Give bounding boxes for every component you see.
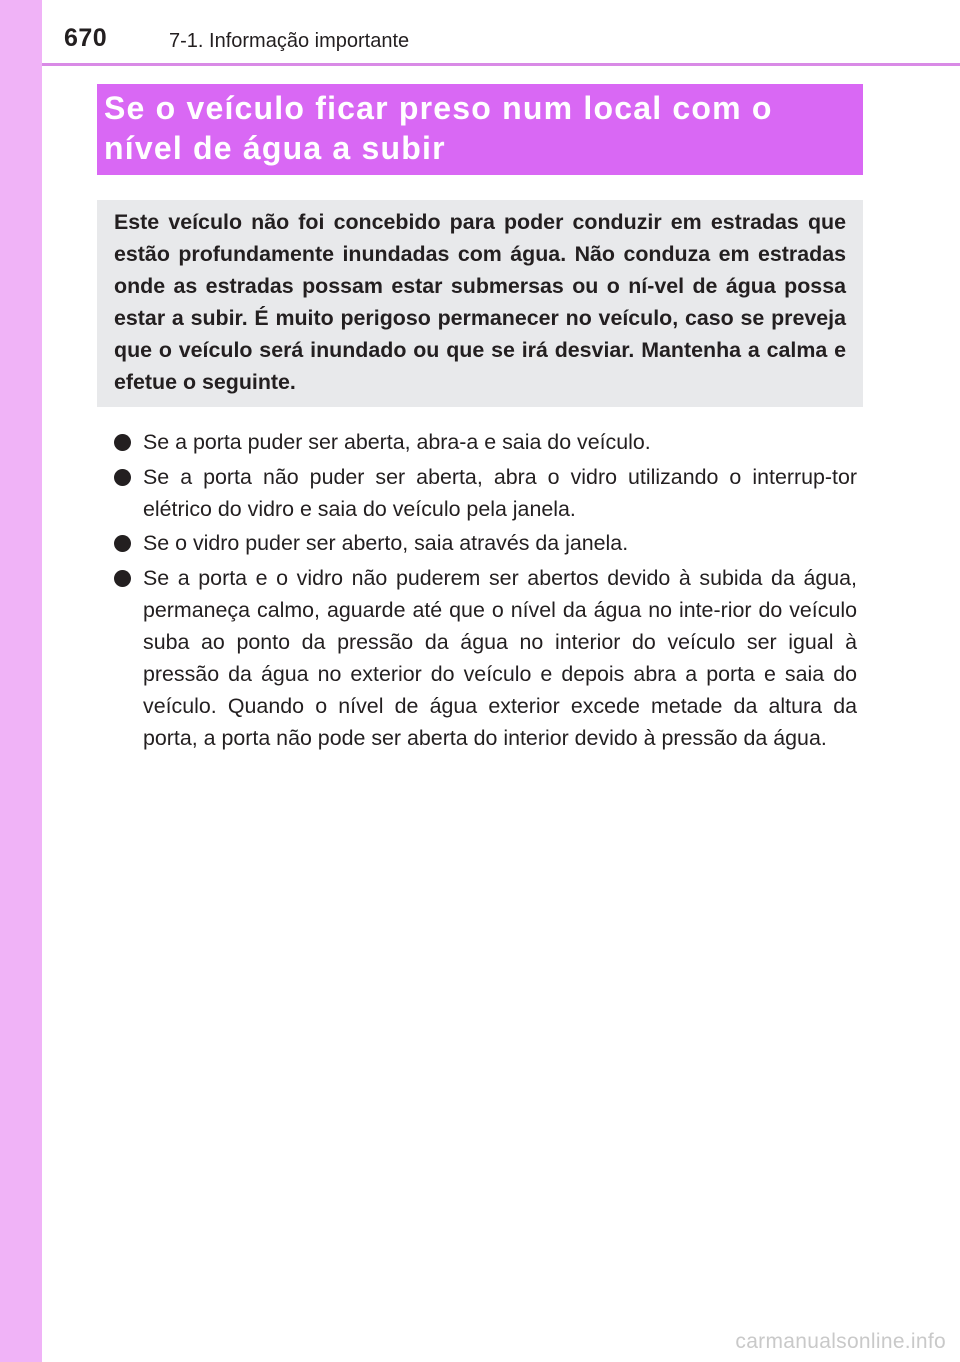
bullet-dot-icon — [114, 535, 131, 552]
watermark-link[interactable]: carmanualsonline.info — [735, 1330, 946, 1353]
section-title-line-1: Se o veículo ficar preso num local com o — [104, 90, 773, 126]
list-item — [113, 426, 857, 458]
bullet-dot-icon — [114, 570, 131, 587]
list-item — [113, 527, 857, 559]
page-number: 670 — [64, 24, 108, 52]
header-rule — [42, 63, 960, 66]
section-title-box — [97, 84, 863, 175]
instruction-list — [113, 426, 857, 756]
section-title-line-2: nível de água a subir — [104, 130, 446, 166]
side-color-strip — [0, 0, 42, 1362]
section-label: 7-1. Informação importante — [169, 30, 410, 52]
list-item-text: Se o vidro puder ser aberto, saia através da janela. — [143, 531, 629, 555]
bullet-dot-icon — [114, 469, 131, 486]
notice-box — [97, 200, 863, 407]
list-item-text: Se a porta não puder ser aberta, abra o vidro utilizando o interrup-tor elétrico do vidro e saia do veículo pela janela. — [143, 464, 857, 521]
list-item-text: Se a porta puder ser aberta, abra-a e saia do veículo. — [143, 430, 651, 454]
list-item — [113, 562, 857, 754]
list-item — [113, 461, 857, 525]
notice-text: Este veículo não foi concebido para poder conduzir em estradas que estão profundamente inundadas com água. Não conduza em estradas onde as estradas possam estar submersas ou o ní-vel de água possa estar a subir. É muito perigoso permanecer no veículo, caso se preveja que o veículo será inundado ou que se irá desviar. Mantenha a calma e efetue o seguinte. — [114, 210, 846, 394]
bullet-dot-icon — [114, 434, 131, 451]
list-item-text: Se a porta e o vidro não puderem ser abertos devido à subida da água, permaneça calmo, aguarde até que o nível da água no inte-rior do veículo suba ao ponto da pressão da água no interior do veículo ser igual à pressão da água no exterior do veículo e depois abra a porta e saia do veículo. Quando o nível de água exterior excede metade da altura da porta, a porta não pode ser aberta do interior devido à pressão da água. — [143, 565, 857, 750]
